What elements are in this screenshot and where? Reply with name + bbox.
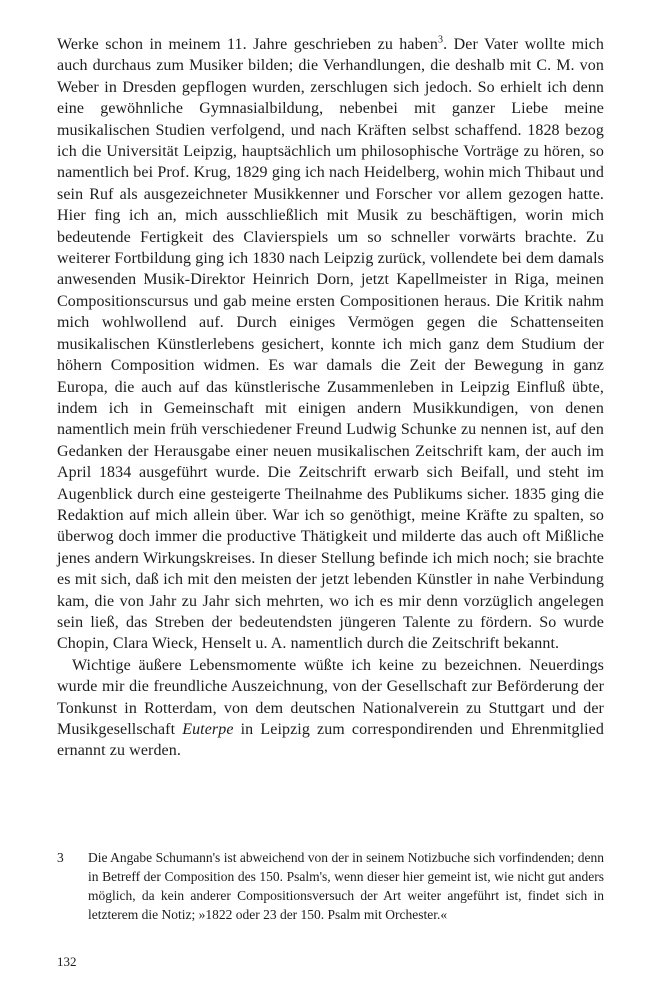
main-text-block: [57, 34, 604, 762]
footnote-block: [57, 848, 604, 924]
biography-paragraph: [57, 34, 604, 655]
paragraph-text-before-italic: Wichtige äußere Lebensmomente wüßte ich keine zu bezeichnen. Neuerdings wurde mir die freundliche Auszeichnung, von der Gesellschaft zur Beförderung der Tonkunst in Rotterdam, von dem deutschen Nationalverein zu Stuttgart und der Musikgesellschaft: [57, 656, 604, 738]
closing-paragraph: [57, 655, 604, 762]
footnote-text: Die Angabe Schumann's ist abweichend von der in seinem Notizbuche sich vorfindenden; denn in Betreff der Composition des 150. Psalm's, wenn dieser hier gemeint ist, wie nicht gut anders möglich, da kein anderer Compositionsversuch der Art weiter angeführt ist, findet sich in letzterem die Notiz; »1822 oder 23 der 150. Psalm mit Orchester.«: [88, 850, 604, 922]
paragraph-text-after-italic: in Leipzig zum correspondirenden und Ehrenmitglied ernannt zu werden.: [57, 721, 604, 760]
footnote-reference: 3: [438, 34, 444, 46]
society-name-italic: Euterpe: [182, 721, 234, 738]
paragraph-text-before-footnote-ref: Werke schon in meinem 11. Jahre geschrieben zu haben: [57, 36, 438, 53]
footnote-marker: 3: [57, 850, 64, 865]
paragraph-text-after-footnote-ref: . Der Vater wollte mich auch durchaus zum Musiker bilden; die Verhandlungen, die deshalb mit C. M. von Weber in Dresden gepflogen wurden, zerschlugen sich jedoch. So erhielt ich denn eine gewöhnliche Gymnasialbildung, nebenbei mit ganzer Liebe meine musikalischen Studien verfolgend, und nach Kräften selbst schaffend. 1828 bezog ich die Universität Leipzig, hauptsächlich um philosophische Vorträge zu hören, so namentlich bei Prof. Krug, 1829 ging ich nach Heidelberg, wohin mich Thibaut und sein Ruf als ausgezeichneter Musikkenner und Forscher vor allem gezogen hatte. Hier fing ich an, mich ausschließlich mit Musik zu beschäftigen, worin mich bedeutende Fertigkeit des Clavierspiels um so schneller vorwärts brachte. Zu weiterer Fortbildung ging ich 1830 nach Leipzig zurück, vollendete bei dem damals anwesenden Musik-Direktor Heinrich Dorn, jetzt Kapellmeister in Riga, meinen Compositionscursus und gab meine ersten Compositionen heraus. Die Kritik nahm mich wohlwollend auf. Durch einiges Vermögen gegen die Schattenseiten musikalischen Künstlerlebens gesichert, konnte ich mich ganz dem Studium der höhern Composition widmen. Es war damals die Zeit der Bewegung in ganz Europa, die auch auf das künstlerische Zusammenleben in Leipzig Einfluß übte, indem ich in Gemeinschaft mit einigen andern Musikkundigen, von denen namentlich mein früh verschiedener Freund Ludwig Schunke zu nennen ist, auf den Gedanken der Herausgabe einer neuen musikalischen Zeitschrift kam, der auch im April 1834 ausgeführt wurde. Die Zeitschrift erwarb sich Beifall, und steht im Augenblick durch eine gesteigerte Theilnahme des Publikums sicher. 1835 ging die Redaktion auf mich allein über. War ich so genöthigt, meine Kräfte zu spalten, so überwog doch immer die productive Thätigkeit und milderte das auch oft Mißliche jenes andern Wirkungskreises. In dieser Stellung befinde ich mich noch; sie brachte es mit sich, daß ich mit den meisten der jetzt lebenden Künstler in nahe Verbindung kam, die von Jahr zu Jahr sich mehrten, wo ich es mir denn vorzüglich angelegen sein ließ, das Streben der bedeutendsten jüngeren Talente zu fördern. So wurde Chopin, Clara Wieck, Henselt u. A. namentlich durch die Zeitschrift bekannt.: [57, 36, 604, 653]
page-number: 132: [57, 954, 77, 969]
